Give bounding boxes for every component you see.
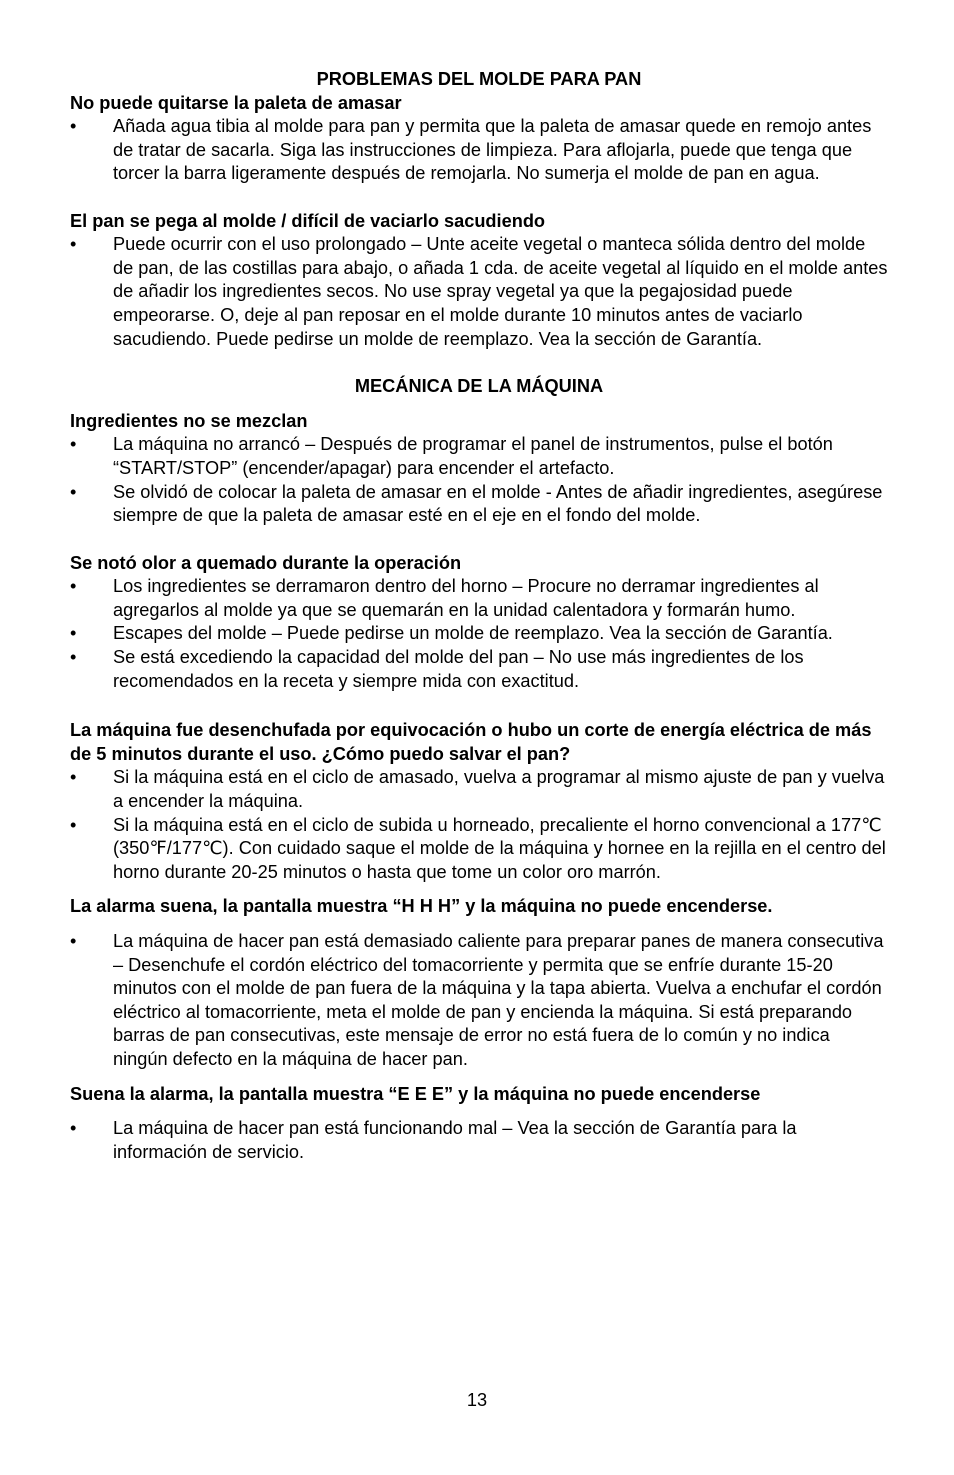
list-item-text: Si la máquina está en el ciclo de subida u horneado, precaliente el horno convencional a 177℃ (350℉/177℃). Con cuidado saque el molde de la máquina y hornee en la rejilla en el centro del horno durante 20-25 minutos o hasta que tome un color oro marrón. [113,814,886,882]
list-item-text: Se está excediendo la capacidad del molde del pan – No use más ingredientes de los recomendados en la receta y siempre mida con exactitud. [113,647,804,691]
section-title-machine-mechanics: MECÁNICA DE LA MÁQUINA [354,376,604,397]
question-burning-smell: Se notó olor a quemado durante la operación [70,552,462,573]
list-item [70,481,888,528]
answer-list [70,930,888,1072]
document-body [70,68,888,1164]
list-item [70,433,888,480]
list-item [70,1117,888,1164]
list-item [70,115,888,186]
list-item-text: Se olvidó de colocar la paleta de amasar en el molde - Antes de añadir ingredientes, asegúrese siempre de que la paleta de amasar esté en el eje en el fondo del molde. [113,481,883,526]
list-item-text: La máquina de hacer pan está funcionando mal – Vea la sección de Garantía para la información de servicio. [113,1118,797,1162]
question-paddle-removal: No puede quitarse la paleta de amasar [70,92,402,113]
bullet-glyph: • [70,767,77,788]
bullet-glyph: • [70,814,77,835]
bullet-glyph: • [70,647,77,668]
list-item [70,930,888,1072]
answer-list [70,433,888,527]
list-item-text: Si la máquina está en el ciclo de amasado, vuelva a programar al mismo ajuste de pan y vuelva a encender la máquina. [113,767,885,812]
bullet-glyph: • [70,576,77,597]
answer-list [70,575,888,693]
question-ingredients-not-mixing: Ingredientes no se mezclan [70,410,308,431]
question-eee-alarm: Suena la alarma, la pantalla muestra “E E E” y la máquina no puede encenderse [70,1083,761,1104]
list-item [70,575,888,622]
answer-list [70,766,888,884]
list-item-text: Añada agua tibia al molde para pan y permita que la paleta de amasar quede en remojo antes de tratar de sacarla. Siga las instrucciones de limpieza. Para aflojarla, puede que tenga que torcer la barra ligeramente después de remojarla. No sumerja el molde de pan en agua. [113,116,872,184]
list-item [70,766,888,813]
list-item-text: La máquina no arrancó – Después de programar el panel de instrumentos, pulse el botón “START/STOP” (encender/apagar) para encender el artefacto. [113,434,833,478]
bullet-glyph: • [70,1118,77,1139]
bullet-glyph: • [70,481,77,502]
list-item [70,622,888,646]
bullet-glyph: • [70,434,77,455]
answer-list [70,233,888,351]
bullet-glyph: • [70,116,77,137]
question-power-outage: La máquina fue desenchufada por equivocación o hubo un corte de energía eléctrica de más de 5 minutos durante el uso. ¿Cómo puedo salvar el pan? [70,720,872,764]
list-item [70,646,888,693]
bullet-glyph: • [70,234,77,255]
question-hhh-alarm: La alarma suena, la pantalla muestra “H H H” y la máquina no puede encenderse. [70,896,773,917]
bullet-glyph: • [70,623,77,644]
list-item-text: Escapes del molde – Puede pedirse un molde de reemplazo. Vea la sección de Garantía. [113,623,833,644]
list-item [70,814,888,885]
list-item-text: La máquina de hacer pan está demasiado caliente para preparar panes de manera consecutiva – Desenchufe el cordón eléctrico del tomacorriente y permita que se enfríe durante 15-20 minutos con el molde de pan fuera de la máquina y la tapa abierta. Vuelva a enchufar el cordón eléctrico al tomacorriente, meta el molde de pan y encienda la máquina. Si está preparando barras de pan consecutivas, este mensaje de error no está fuera de lo común y no indica ningún defecto en la máquina de hacer pan. [113,931,884,1069]
section-title-bread-pan-problems: PROBLEMAS DEL MOLDE PARA PAN [316,69,642,89]
answer-list [70,115,888,186]
answer-list [70,1117,888,1164]
list-item-text: Puede ocurrir con el uso prolongado – Unte aceite vegetal o manteca sólida dentro del molde de pan, de las costillas para abajo, o añada 1 cda. de aceite vegetal al líquido en el molde antes de añadir los ingredientes secos. No use spray vegetal ya que la pegajosidad puede empeorarse. O, deje al pan reposar en el molde durante 10 minutos antes de vaciarlo sacudiendo. Puede pedirse un molde de reemplazo. Vea la sección de Garantía. [113,234,888,349]
list-item [70,233,888,351]
bullet-glyph: • [70,931,77,951]
question-bread-sticks: El pan se pega al molde / difícil de vaciarlo sacudiendo [70,210,546,231]
page-number: 13 [466,1390,488,1410]
list-item-text: Los ingredientes se derramaron dentro del horno – Procure no derramar ingredientes al agregarlos al molde ya que se quemarán en la unidad calentadora y formarán humo. [113,576,819,620]
